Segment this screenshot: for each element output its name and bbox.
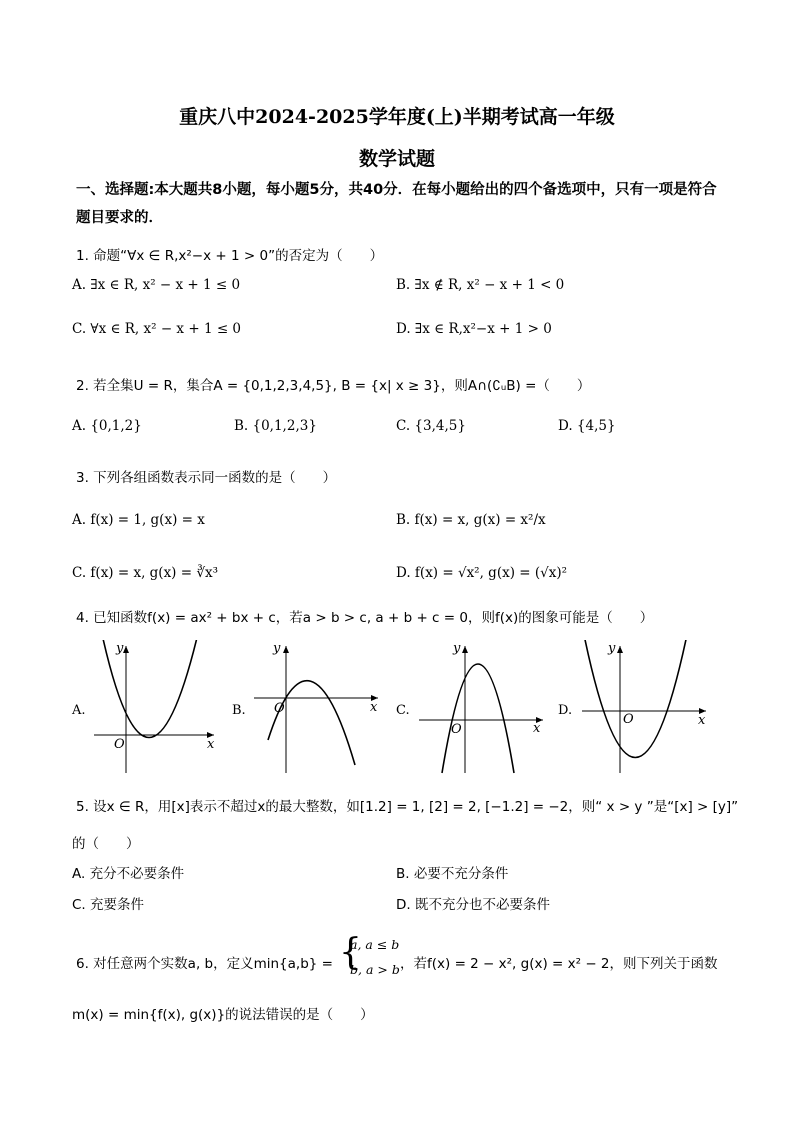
question-3-option-a[interactable]: A. f(x) = 1, g(x) = x <box>72 512 205 528</box>
graph-d <box>578 640 713 775</box>
question-5-option-c[interactable]: C. 充要条件 <box>72 897 145 913</box>
graph-b <box>250 640 385 775</box>
question-6-stem-line2: m(x) = min{f(x), g(x)}的说法错误的是（ ） <box>72 1007 374 1023</box>
question-4-option-a[interactable]: A. <box>72 703 86 718</box>
graph-c-x-label: x <box>533 721 541 736</box>
graph-a-x-label: x <box>207 737 215 752</box>
question-1-option-a[interactable]: A. ∃x ∈ R, x² − x + 1 ≤ 0 <box>72 277 241 293</box>
graph-c-origin: O <box>451 722 462 737</box>
question-3-option-d[interactable]: D. f(x) = √x², g(x) = (√x)² <box>396 565 568 581</box>
question-4-option-d[interactable]: D. <box>558 703 573 718</box>
section-heading: 一、选择题:本大题共8小题，每小题5分，共40分．在每小题给出的四个备选项中，只有一项是符合题目要求的． <box>76 182 717 226</box>
question-4-option-c[interactable]: C. <box>396 703 410 718</box>
graph-d-x-label: x <box>698 713 706 728</box>
page-title: 重庆八中2024-2025学年度(上)半期考试高一年级 <box>179 106 615 128</box>
question-3-option-b[interactable]: B. f(x) = x, g(x) = x²/x <box>396 512 546 528</box>
graph-d-origin: O <box>623 712 634 727</box>
question-5-option-a[interactable]: A. 充分不必要条件 <box>72 866 185 882</box>
question-2-option-d[interactable]: D. {4,5} <box>558 418 616 434</box>
question-6-stem-part2: ，若f(x) = 2 − x², g(x) = x² − 2，则下列关于函数 <box>400 956 718 972</box>
graph-a-origin: O <box>114 737 125 752</box>
question-5-option-d[interactable]: D. 既不充分也不必要条件 <box>396 897 550 913</box>
question-2-option-a[interactable]: A. {0,1,2} <box>72 418 142 434</box>
question-6-stem-part1: 6. 对任意两个实数a, b，定义min{a,b} = <box>76 956 333 972</box>
graph-b-x-label: x <box>370 700 378 715</box>
question-2-option-c[interactable]: C. {3,4,5} <box>396 418 466 434</box>
question-2-stem: 2. 若全集U = R，集合A = {0,1,2,3,4,5}, B = {x| x ≥ 3}，则A∩(∁ᵤB) =（ ） <box>76 378 591 394</box>
question-4-option-b[interactable]: B. <box>232 703 246 718</box>
graph-d-y-label: y <box>608 641 616 656</box>
question-2-option-b[interactable]: B. {0,1,2,3} <box>234 418 317 434</box>
question-6-brace: { <box>339 932 362 973</box>
page-subtitle: 数学试题 <box>358 148 435 170</box>
graph-a-y-label: y <box>116 641 124 656</box>
graph-b-origin: O <box>274 701 285 716</box>
graph-b-y-label: y <box>273 641 281 656</box>
question-1-option-b[interactable]: B. ∃x ∉ R, x² − x + 1 < 0 <box>396 277 565 293</box>
question-5-stem-line2: 的（ ） <box>72 836 140 852</box>
question-5-option-b[interactable]: B. 必要不充分条件 <box>396 866 509 882</box>
question-6-case-2: b, a > b <box>350 962 400 977</box>
question-1-stem: 1. 命题“∀x ∈ R,x²−x + 1 > 0”的否定为（ ） <box>76 248 384 264</box>
graph-c <box>415 640 550 775</box>
question-6-case-1: a, a ≤ b <box>350 937 400 952</box>
question-1-option-d[interactable]: D. ∃x ∈ R,x²−x + 1 > 0 <box>396 321 552 337</box>
graph-a <box>90 640 220 775</box>
question-3-stem: 3. 下列各组函数表示同一函数的是（ ） <box>76 470 337 486</box>
question-3-option-c[interactable]: C. f(x) = x, g(x) = ∛x³ <box>72 565 218 581</box>
graph-c-y-label: y <box>453 641 461 656</box>
question-4-stem: 4. 已知函数f(x) = ax² + bx + c，若a > b > c, a + b + c = 0，则f(x)的图象可能是（ ） <box>76 610 654 626</box>
question-1-option-c[interactable]: C. ∀x ∈ R, x² − x + 1 ≤ 0 <box>72 321 242 337</box>
question-5-stem-line1: 5. 设x ∈ R，用[x]表示不超过x的最大整数，如[1.2] = 1, [2] = 2, [−1.2] = −2，则“ x > y ”是“[x] > [y]” <box>76 799 739 815</box>
